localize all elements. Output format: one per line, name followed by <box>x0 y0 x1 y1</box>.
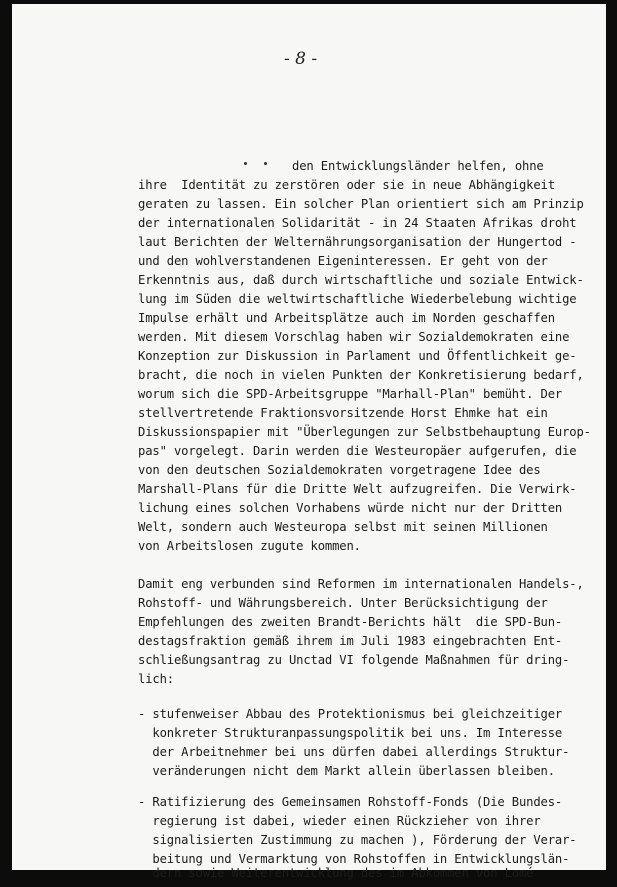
text-line: geraten zu lassen. Ein solcher Plan orientiert sich am Prinzip <box>138 197 584 211</box>
list-item-line: - Ratifizierung des Gemeinsamen Rohstoff-Fonds (Die Bundes- <box>138 795 563 809</box>
text-line: Damit eng verbunden sind Reformen im internationalen Handels-, <box>138 577 584 591</box>
text-line: laut Berichten der Welternährungsorganisation der Hungertod - <box>138 235 577 249</box>
text-line: Impulse erhält und Arbeitsplätze auch im Norden geschaffen <box>138 311 555 325</box>
text-line: von den deutschen Sozialdemokraten vorgetragene Idee des <box>138 463 541 477</box>
scan-speck <box>244 162 247 165</box>
scan-speck <box>264 162 267 165</box>
text-line: Welt, sondern auch Westeuropa selbst mit seinen Millionen <box>138 520 548 534</box>
text-line: pas" vorgelegt. Darin werden die Westeuropäer aufgerufen, die <box>138 444 577 458</box>
list-item-line: signalisierten Zustimmung zu machen ), Förderung der Verar- <box>138 833 577 847</box>
text-line: Empfehlungen des zweiten Brandt-Berichts hält die SPD-Bun- <box>138 615 563 629</box>
text-line: und den wohlverstandenen Eigeninteressen. Er geht von der <box>138 254 548 268</box>
text-line: den Entwicklungsländer helfen, ohne <box>292 159 544 173</box>
list-item-line: veränderungen nicht dem Markt allein überlassen bleiben. <box>138 764 555 778</box>
text-line: lung im Süden die weltwirtschaftliche Wiederbelebung wichtige <box>138 292 577 306</box>
text-line: Erkenntnis aus, daß durch wirtschaftliche und soziale Entwick- <box>138 273 584 287</box>
text-line: worum sich die SPD-Arbeitsgruppe "Marhall-Plan" bemüht. Der <box>138 387 563 401</box>
text-line: von Arbeitslosen zugute kommen. <box>138 539 361 553</box>
list-item-line: regierung ist dabei, wieder einen Rückzieher von ihrer <box>138 814 541 828</box>
text-line: schließungsantrag zu Unctad VI folgende Maßnahmen für dring- <box>138 653 570 667</box>
text-line: Konzeption zur Diskussion in Parlament und Öffentlichkeit ge- <box>138 349 577 363</box>
text-line: bracht, die noch in vielen Punkten der Konkretisierung bedarf, <box>138 368 584 382</box>
text-line: Rohstoff- und Währungsbereich. Unter Berücksichtigung der <box>138 596 548 610</box>
text-line: destagsfraktion gemäß ihrem im Juli 1983 eingebrachten Ent- <box>138 634 563 648</box>
text-line: der internationalen Solidarität - in 24 Staaten Afrikas droht <box>138 216 577 230</box>
text-line: Marshall-Plans für die Dritte Welt aufzugreifen. Die Verwirk- <box>138 482 577 496</box>
list-item-line: beitung und Vermarktung von Rohstoffen in Entwicklungslän- <box>138 852 570 866</box>
list-item-line: dern sowie Weiterentwicklung des im Abkommen von Lomé <box>138 866 534 880</box>
text-line: Diskussionspapier mit "Überlegungen zur Selbstbehauptung Europ- <box>138 425 591 439</box>
text-line: stellvertretende Fraktionsvorsitzende Horst Ehmke hat ein <box>138 406 548 420</box>
text-line: ihre Identität zu zerstören oder sie in neue Abhängigkeit <box>138 178 555 192</box>
list-item-line: - stufenweiser Abbau des Protektionismus bei gleichzeitiger <box>138 707 563 721</box>
text-line: lichung eines solchen Vorhabens würde nicht nur der Dritten <box>138 501 563 515</box>
text-line: lich: <box>138 672 174 686</box>
list-item-line: konkreter Strukturanpassungspolitik bei uns. Im Interesse <box>138 726 563 740</box>
document-page <box>12 4 606 880</box>
page-number: - 8 - <box>284 49 318 69</box>
text-line: werden. Mit diesem Vorschlag haben wir Sozialdemokraten eine <box>138 330 570 344</box>
list-item-line: der Arbeitnehmer bei uns dürfen dabei allerdings Struktur- <box>138 745 570 759</box>
